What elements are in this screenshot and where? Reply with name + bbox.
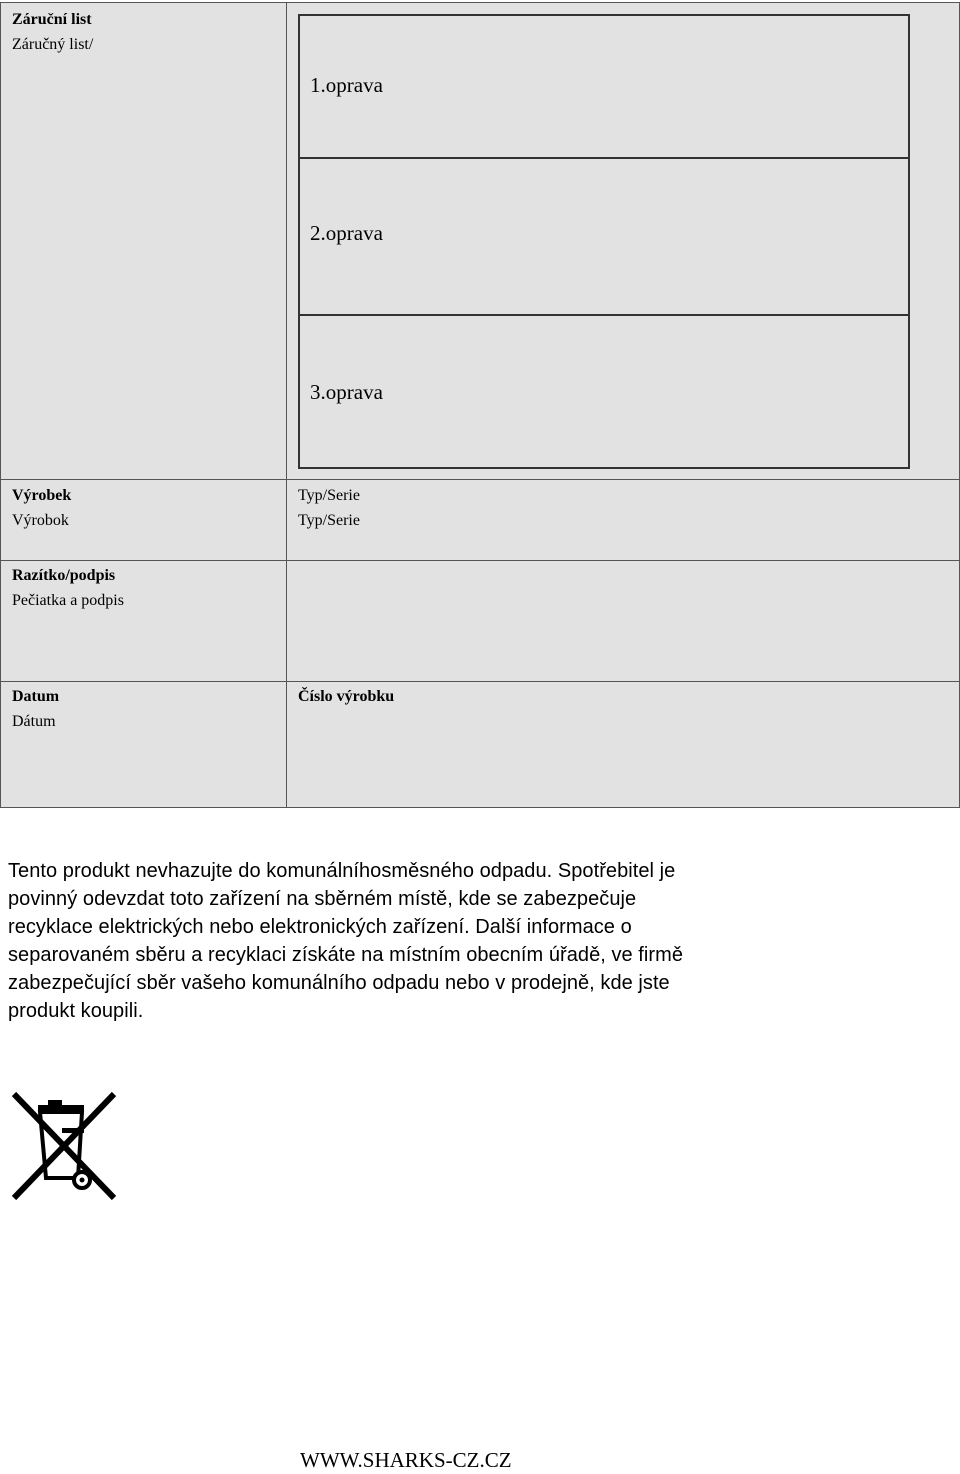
card-border-bottom bbox=[0, 807, 960, 808]
notice-line: recyklace elektrických nebo elektronických zařízení. Další informace o bbox=[8, 916, 632, 938]
notice-line: Tento produkt nevhazujte do komunálníhosměsného odpadu. Spotřebitel je bbox=[8, 860, 676, 882]
type-label-cz: Typ/Serie bbox=[298, 487, 360, 504]
repairs-box bbox=[298, 14, 910, 469]
type-cell[interactable] bbox=[298, 483, 360, 533]
footer-url[interactable]: WWW.SHARKS-CZ.CZ bbox=[300, 1448, 512, 1472]
repair-label-1: 1.oprava bbox=[310, 73, 383, 97]
stamp-field[interactable] bbox=[287, 561, 959, 681]
divider-product-row bbox=[0, 479, 960, 480]
stamp-label-cz: Razítko/podpis bbox=[12, 567, 116, 584]
date-cell bbox=[12, 684, 59, 734]
serial-cell[interactable] bbox=[298, 684, 394, 709]
serial-label: Číslo výrobku bbox=[298, 688, 395, 705]
repair-row-1[interactable] bbox=[300, 16, 908, 157]
title-cell bbox=[12, 7, 93, 57]
stamp-label-sk: Pečiatka a podpis bbox=[12, 592, 124, 609]
product-label-sk: Výrobok bbox=[12, 512, 69, 529]
date-label-cz: Datum bbox=[12, 688, 60, 705]
repair-row-3[interactable] bbox=[300, 314, 908, 467]
notice-line: produkt koupili. bbox=[8, 1000, 144, 1022]
disposal-notice bbox=[8, 857, 948, 1025]
card-border-left bbox=[0, 2, 1, 808]
product-label-cz: Výrobek bbox=[12, 487, 72, 504]
warranty-card bbox=[0, 2, 960, 808]
date-label-sk: Dátum bbox=[12, 713, 56, 730]
crossed-out-wheelie-bin-icon bbox=[10, 1090, 120, 1205]
title-cz: Záruční list bbox=[12, 11, 92, 28]
repair-row-2[interactable] bbox=[300, 157, 908, 314]
card-column-divider bbox=[286, 2, 287, 808]
repair-label-3: 3.oprava bbox=[310, 380, 383, 404]
type-label-sk: Typ/Serie bbox=[298, 512, 360, 529]
product-cell bbox=[12, 483, 71, 533]
divider-date-row bbox=[0, 681, 960, 682]
stamp-cell bbox=[12, 563, 124, 613]
repair-label-2: 2.oprava bbox=[310, 221, 383, 245]
notice-line: povinný odevzdat toto zařízení na sběrném místě, kde se zabezpečuje bbox=[8, 888, 637, 910]
notice-line: separovaném sběru a recyklaci získáte na místním obecním úřadě, ve firmě bbox=[8, 944, 683, 966]
notice-line: zabezpečující sběr vašeho komunálního odpadu nebo v prodejně, kde jste bbox=[8, 972, 670, 994]
title-sk: Záručný list/ bbox=[12, 36, 94, 53]
card-border-top bbox=[0, 2, 960, 3]
